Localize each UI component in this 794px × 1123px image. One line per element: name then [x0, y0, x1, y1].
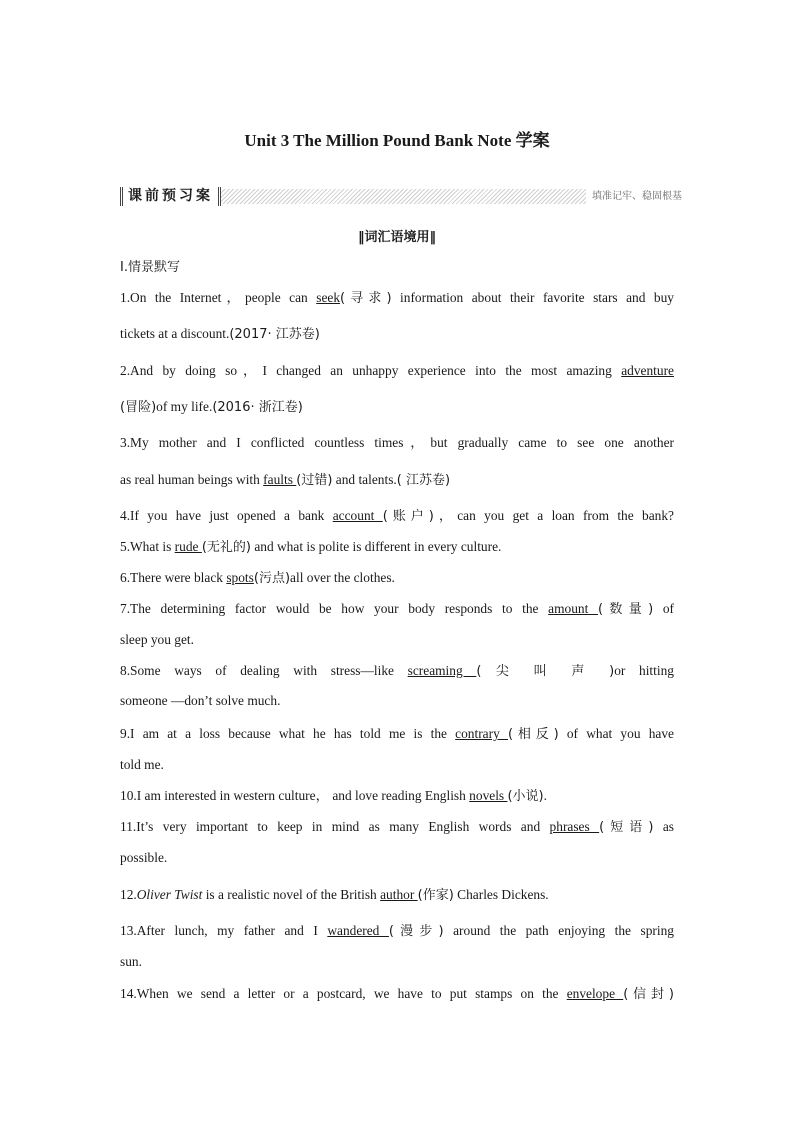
exercise-line: 4.If you have just opened a bank account (账户)，can you get a loan from the bank? — [120, 508, 675, 524]
exercise-line: 10.I am interested in western culture， and love reading English novels (小说). — [120, 788, 547, 804]
exercise-line: sleep you get. — [120, 632, 195, 647]
banner-subtitle: 填准记牢、稳固根基 — [586, 188, 682, 205]
exercise-line: 2.And by doing so，I changed an unhappy experience into the most amazing adventure — [120, 363, 674, 378]
answer: contrary — [455, 726, 508, 741]
exercise-line: tickets at a discount.(2017· 江苏卷) — [120, 326, 320, 342]
answer: envelope — [566, 986, 624, 1001]
exercise-line: (冒险)of my life.(2016· 浙江卷) — [120, 399, 303, 415]
exercise-line: 6.There were black spots(污点)all over the clothes. — [120, 570, 395, 586]
exercise-line: 7.The determining factor would be how your body responds to the amount (数量) of — [120, 601, 674, 617]
part-heading: Ⅰ.情景默写 — [120, 260, 180, 275]
page-title: Unit 3 The Million Pound Bank Note 学案 — [244, 131, 550, 150]
exercise-line: 14.When we send a letter or a postcard, we have to put stamps on the envelope (信封) — [120, 986, 674, 1002]
exercise-line: sun. — [120, 954, 142, 969]
exercise-line: 8.Some ways of dealing with stress—like screaming ( 尖 叫 声 )or hitting — [120, 663, 674, 679]
exercise-line: told me. — [120, 757, 164, 772]
exercise-line: as real human beings with faults (过错) and talents.( 江苏卷) — [120, 472, 451, 488]
exercise-line: someone —don’t solve much. — [120, 693, 281, 708]
answer: adventure — [621, 363, 674, 378]
answer: author — [380, 887, 418, 902]
exercise-line: 9.I am at a loss because what he has told me is the contrary (相反) of what you have — [120, 726, 674, 742]
section-banner — [120, 187, 682, 206]
answer: spots — [226, 570, 254, 585]
exercise-line: 13.After lunch, my father and I wandered (漫步) around the path enjoying the spring — [120, 923, 674, 939]
exercise-line: possible. — [120, 850, 168, 865]
answer: amount — [548, 601, 599, 616]
answer: phrases — [549, 819, 600, 834]
answer: rude — [174, 539, 202, 554]
exercise-line: 12.Oliver Twist is a realistic novel of the British author (作家) Charles Dickens. — [120, 887, 549, 903]
answer: faults — [263, 472, 297, 487]
exercise-line: 1.On the Internet，people can seek(寻求) information about their favorite stars and buy — [120, 290, 674, 306]
answer: wandered — [327, 923, 389, 938]
answer: seek — [316, 290, 341, 305]
answer: screaming — [407, 663, 477, 678]
banner-label: 课前预习案 — [120, 187, 221, 206]
exercise-line: 5.What is rude (无礼的) and what is polite is different in every culture. — [120, 539, 502, 555]
exercise-line: 11.It’s very important to keep in mind as many English words and phrases (短语) as — [120, 819, 674, 835]
answer: account — [332, 508, 383, 523]
section-heading: ‖词汇语境用‖ — [357, 230, 436, 245]
exercise-line: 3.My mother and I conflicted countless times，but gradually came to see one another — [120, 435, 674, 450]
answer: novels — [469, 788, 508, 803]
